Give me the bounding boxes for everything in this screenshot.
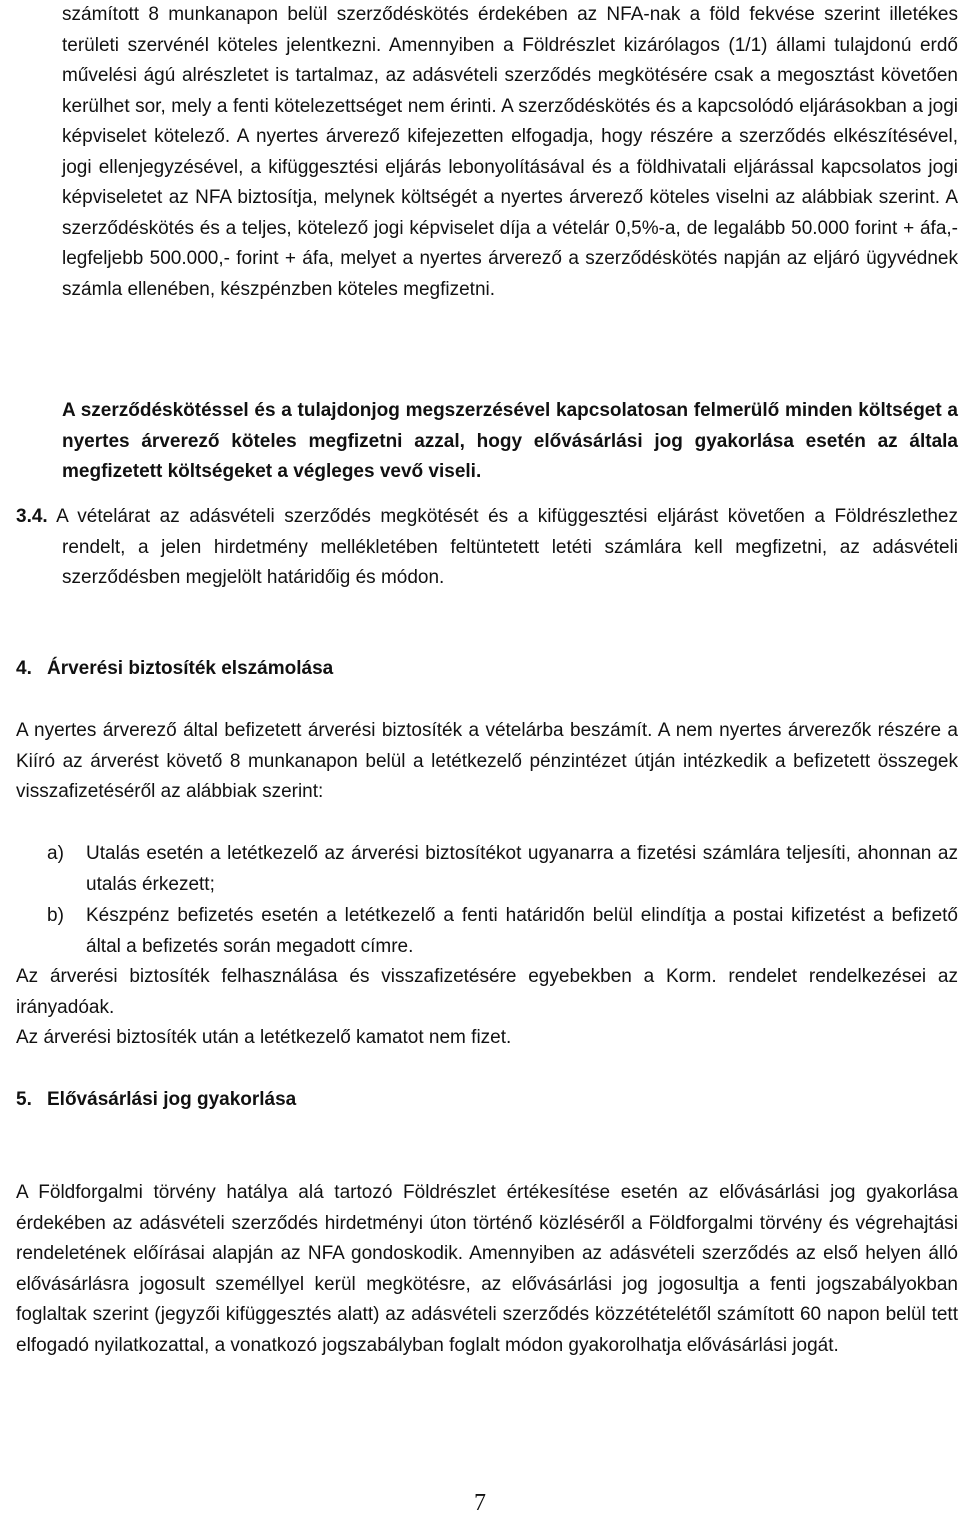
paragraph-text: A szerződéskötéssel és a tulajdonjog megszerzésével kapcsolatosan felmerülő minden költséget a nyertes árverező köteles megfizetni azzal, hogy elővásárlási jog gyakorlása esetén az általa megfizetett költségeket a végleges vevő viseli.: [62, 400, 958, 482]
list-marker: b): [47, 905, 64, 926]
paragraph-text: Az árverési biztosíték után a letétkezelő kamatot nem fizet.: [16, 1027, 512, 1048]
section-number: 5.: [16, 1089, 32, 1110]
section-title: Elővásárlási jog gyakorlása: [47, 1089, 297, 1110]
paragraph-contract-obligations: [62, 0, 958, 305]
list-marker: a): [47, 843, 64, 864]
section-4-after-2: [16, 1023, 958, 1054]
paragraph-text: számított 8 munkanapon belül szerződéskötés érdekében az NFA-nak a föld fekvése szerint illetékes területi szervénél köteles jelentkezni. Amennyiben a Földrészlet kizárólagos (1/1) állami tulajdonú erdő művelési ágú alrészletet is tartalmaz, az adásvételi szerződés megkötésére csak a megosztást követően kerülhet sor, mely a fenti kötelezettséget nem érinti. A szerződéskötés és a kapcsolódó eljárásokban a jogi képviselet kötelező. A nyertes árverező kifejezetten elfogadja, hogy részére a szerződés elkészítésével, jogi ellenjegyzésével, a kifüggesztési eljárás lebonyolításával és a földhivatali eljárással kapcsolatos jogi képviseletet az NFA biztosítja, melynek költségét a nyertes árverező köteles viselni az alábbiak szerint. A szerződéskötés és a teljes, kötelező jogi képviselet díja a vételár 0,5%-a, de legalább 50.000 forint + áfa,- legfeljebb 500.000,- forint + áfa, melyet a nyertes árverező a szerződéskötés napján az eljáró ügyvédnek számla ellenében, készpénzben köteles megfizetni.: [62, 4, 958, 300]
list-item-text: Készpénz befizetés esetén a letétkezelő a fenti határidőn belül elindítja a postai kifizetést a befizető által a befizetés során megadott címre.: [86, 905, 958, 957]
section-5-body: [16, 1178, 958, 1361]
section-number: 4.: [16, 658, 32, 679]
page-number: 7: [474, 1490, 486, 1516]
section-4-heading: [16, 654, 333, 684]
paragraph-costs-bold: [62, 396, 958, 488]
list-item-text: Utalás esetén a letétkezelő az árverési biztosítékot ugyanarra a fizetési számlára teljesíti, ahonnan az utalás érkezett;: [86, 843, 958, 895]
list-item: [47, 901, 958, 962]
section-5-heading: [16, 1085, 296, 1115]
paragraph-3-4: [16, 502, 959, 594]
paragraph-number: 3.4.: [16, 506, 48, 527]
paragraph-text: Az árverési biztosíték felhasználása és visszafizetésére egyebekben a Korm. rendelet rendelkezései az irányadóak.: [16, 966, 958, 1018]
paragraph-text: A vételárat az adásvételi szerződés megkötését és a kifüggesztési eljárást követően a Földrészlethez rendelt, a jelen hirdetmény mellékletében feltüntetett letéti számlára kell megfizetni, az adásvételi szerződésben megjelölt határidőig és módon.: [56, 506, 959, 588]
paragraph-text: A nyertes árverező által befizetett árverési biztosíték a vételárba beszámít. A nem nyertes árverezők részére a Kiíró az árverést követő 8 munkanapon belül a letétkezelő pénzintézet útján intézkedik a befizetett összegek visszafizetéséről az alábbiak szerint:: [16, 720, 958, 802]
section-4-after-1: [16, 962, 958, 1023]
list-item: [47, 839, 958, 900]
section-4-intro: [16, 716, 958, 808]
paragraph-text: A Földforgalmi törvény hatálya alá tartozó Földrészlet értékesítése esetén az elővásárlási jog gyakorlása érdekében az adásvételi szerződés hirdetményi úton történő közléséről a Földforgalmi törvény és végrehajtási rendeletének előírásai alapján az NFA gondoskodik. Amennyiben az adásvételi szerződés az első helyen álló elővásárlásra jogosult személlyel kerül megkötésre, az elővásárlási jog jogosultja a fenti jogszabályokban foglaltak szerint (jegyzői kifüggesztés alatt) az adásvételi szerződés közzétételétől számított 60 napon belül tett elfogadó nyilatkozattal, a vonatkozó jogszabályban foglalt módon gyakorolhatja elővásárlási jogát.: [16, 1182, 958, 1356]
section-title: Árverési biztosíték elszámolása: [47, 658, 334, 679]
